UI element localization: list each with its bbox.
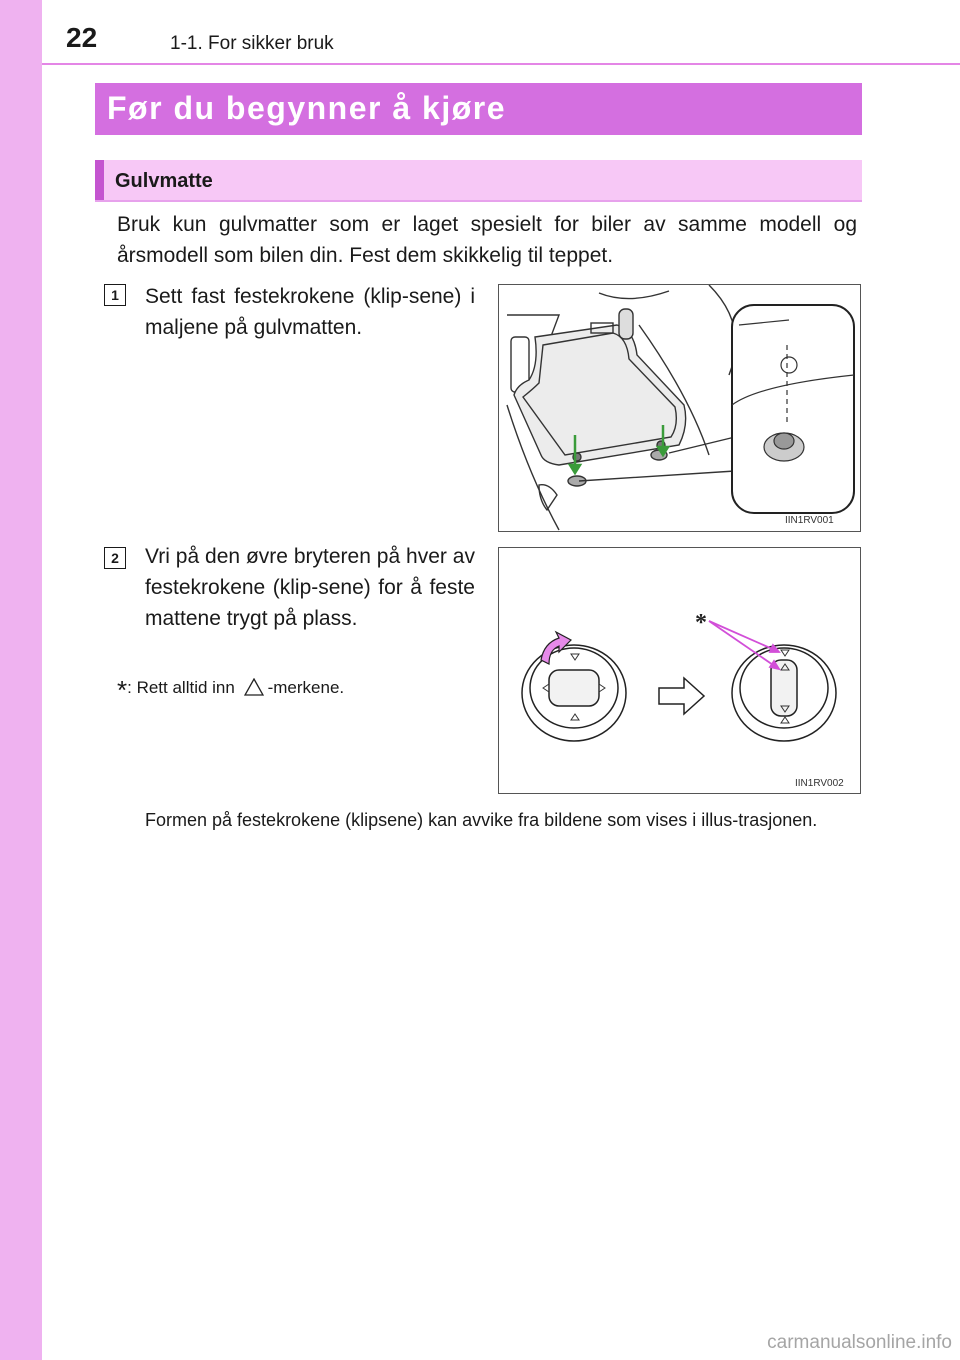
floor-mat-illustration [499, 285, 860, 531]
subsection-title: Gulvmatte [115, 170, 213, 192]
step-1-badge: 1 [104, 284, 126, 306]
header-divider [42, 63, 960, 65]
page-number: 22 [66, 22, 98, 53]
subsection-bar [95, 160, 862, 202]
page-title: Før du begynner å kjøre [107, 90, 507, 126]
watermark: carmanualsonline.info [767, 1332, 952, 1353]
step-2-badge: 2 [104, 547, 126, 569]
footnote [117, 675, 344, 706]
left-color-strip [0, 0, 42, 1360]
figure-2-code: IIN1RV002 [795, 778, 844, 789]
triangle-mark-icon [244, 678, 264, 701]
footnote-text-before: : Rett alltid inn [127, 678, 235, 697]
figure-2-star-label: * [695, 610, 707, 636]
note-paragraph: Formen på festekrokene (klipsene) kan avvike fra bildene som vises i illus-trasjonen. [145, 810, 818, 830]
section-path: 1-1. For sikker bruk [170, 33, 334, 54]
subsection-accent [95, 160, 104, 200]
intro-paragraph: Bruk kun gulvmatter som er laget spesielt for biler av samme modell og årsmodell som bilen din. Fest dem skikkelig til teppet. [117, 213, 857, 267]
figure-floor-mat [498, 284, 861, 532]
footnote-star: * [117, 675, 128, 705]
figure-clip-turn [498, 547, 861, 794]
footnote-text-after: -merkene. [267, 678, 345, 697]
clip-turn-illustration [499, 548, 860, 793]
step-1-text: Sett fast festekrokene (klip-sene) i maljene på gulvmatten. [145, 285, 475, 339]
figure-1-code: IIN1RV001 [785, 515, 834, 526]
step-2-text: Vri på den øvre bryteren på hver av festekrokene (klip-sene) for å feste mattene trygt på plass. [145, 545, 475, 630]
title-bar [95, 83, 862, 135]
